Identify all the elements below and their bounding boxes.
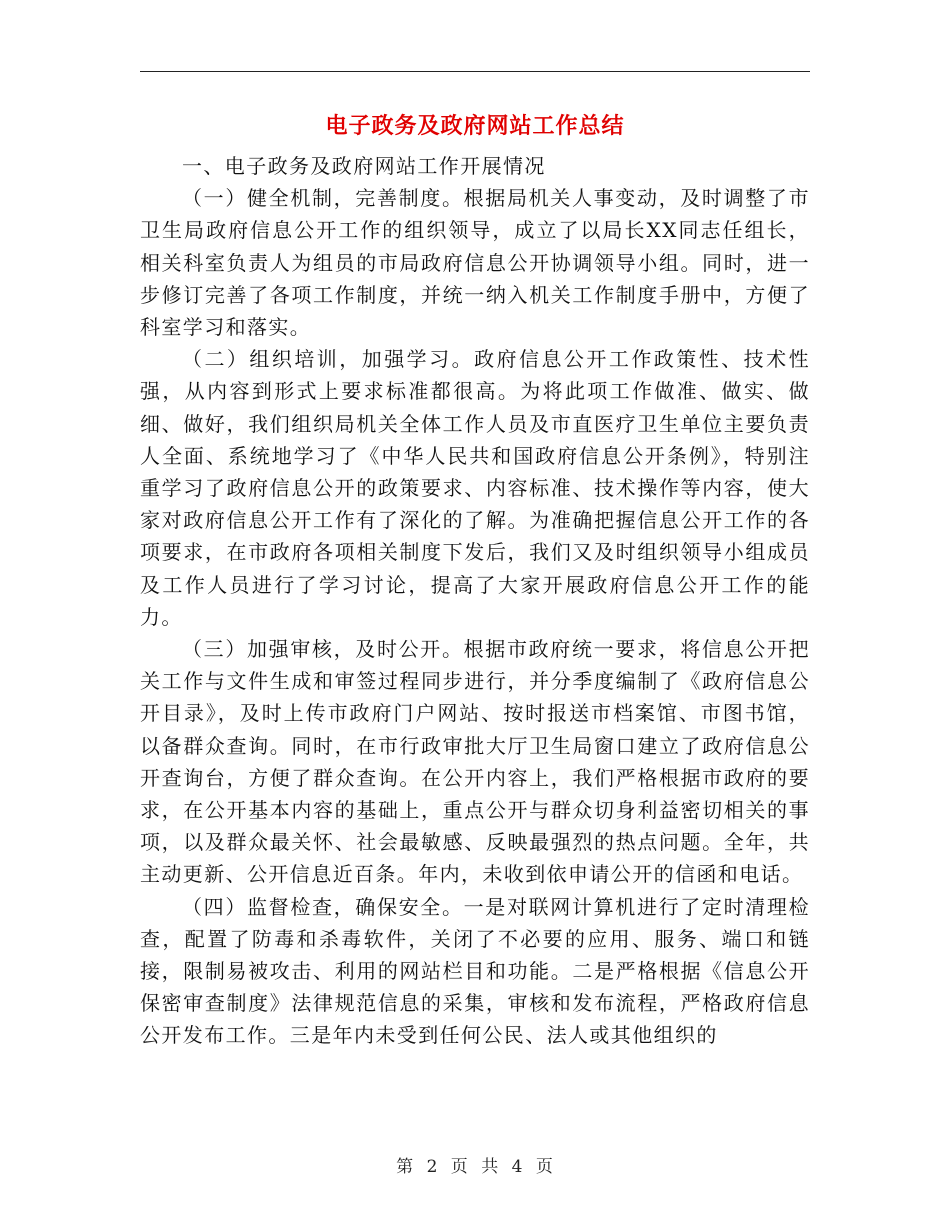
- footer-prefix: 第: [396, 1157, 415, 1177]
- page-footer: [0, 1152, 950, 1177]
- paragraph-2: （二）组织培训，加强学习。政府信息公开工作政策性、技术性强，从内容到形式上要求标准都很高。为将此项工作做准、做实、做细、做好，我们组织局机关全体工作人员及市直医疗卫生单位主要负责人全面、系统地学习了《中华人民共和国政府信息公开条例》，特别注重学习了政府信息公开的政策要求、内容标准、技术操作等内容，使大家对政府信息公开工作有了深化的了解。为准确把握信息公开工作的各项要求，在市政府各项相关制度下发后，我们又及时组织领导小组成员及工作人员进行了学习讨论，提高了大家开展政府信息公开工作的能力。: [140, 347, 810, 629]
- document-title: 电子政务及政府网站工作总结: [325, 113, 625, 139]
- document-body: [140, 150, 810, 1052]
- footer-total-unit: 页: [535, 1157, 554, 1177]
- paragraph-4: （四）监督检查，确保安全。一是对联网计算机进行了定时清理检查，配置了防毒和杀毒软件，关闭了不必要的应用、服务、端口和链接，限制易被攻击、利用的网站栏目和功能。二是严格根据《信息公开保密审查制度》法律规范信息的采集，审核和发布流程，严格政府信息公开发布工作。三是年内未受到任何公民、法人或其他组织的: [140, 894, 810, 1048]
- paragraph-1: （一）健全机制，完善制度。根据局机关人事变动，及时调整了市卫生局政府信息公开工作的组织领导，成立了以局长XX同志任组长，相关科室负责人为组员的市局政府信息公开协调领导小组。同时，进一步修订完善了各项工作制度，并统一纳入机关工作制度手册中，方便了科室学习和落实。: [140, 186, 810, 340]
- paragraph-3: （三）加强审核，及时公开。根据市政府统一要求，将信息公开把关工作与文件生成和审签过程同步进行，并分季度编制了《政府信息公开目录》，及时上传市政府门户网站、按时报送市档案馆、市图书馆，以备群众查询。同时，在市行政审批大厅卫生局窗口建立了政府信息公开查询台，方便了群众查询。在公开内容上，我们严格根据市政府的要求，在公开基本内容的基础上，重点公开与群众切身利益密切相关的事项，以及群众最关怀、社会最敏感、反映最强烈的热点问题。全年，共主动更新、公开信息近百条。年内，未收到依申请公开的信函和电话。: [140, 637, 810, 887]
- header-rule: [140, 71, 810, 72]
- footer-page-number: 2: [426, 1157, 439, 1177]
- footer-total-pages: 4: [511, 1157, 524, 1177]
- footer-page-unit: 页: [450, 1157, 469, 1177]
- section-heading: 一、电子政务及政府网站工作开展情况: [182, 154, 546, 178]
- footer-total-prefix: 共: [481, 1157, 500, 1177]
